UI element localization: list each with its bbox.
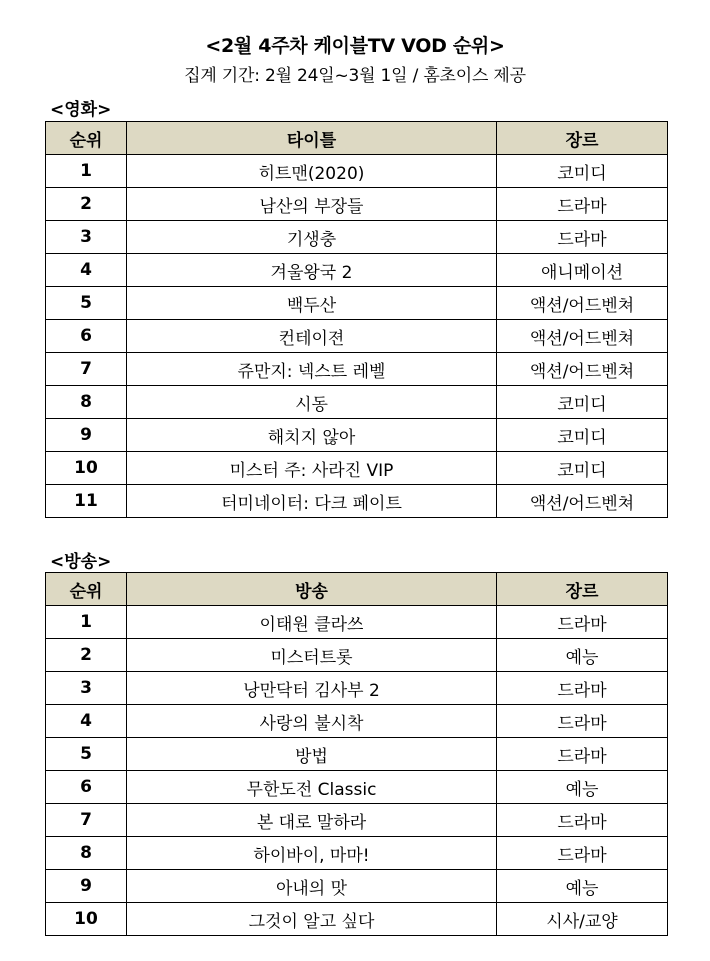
title-cell: 남산의 부장들 [127,188,497,221]
rank-cell: 5 [46,738,127,771]
table-row [46,419,668,452]
genre-cell: 드라마 [497,606,668,639]
genre-cell: 드라마 [497,837,668,870]
movie-section-label: <영화> [50,100,112,120]
title-cell: 하이바이, 마마! [127,837,497,870]
title-cell: 터미네이터: 다크 페이트 [127,485,497,518]
genre-cell: 코미디 [497,155,668,188]
page-title: <2월 4주차 케이블TV VOD 순위> [205,35,505,57]
table-row [46,221,668,254]
rank-cell: 11 [46,485,127,518]
table-row [46,672,668,705]
movie-ranking-table [45,121,668,518]
rank-cell: 3 [46,221,127,254]
table-row [46,705,668,738]
title-cell: 낭만닥터 김사부 2 [127,672,497,705]
rank-cell: 6 [46,320,127,353]
genre-cell: 드라마 [497,738,668,771]
rank-cell: 10 [46,452,127,485]
table-row [46,485,668,518]
table-row [46,771,668,804]
rank-cell: 3 [46,672,127,705]
rank-cell: 8 [46,837,127,870]
title-cell: 미스터 주: 사라진 VIP [127,452,497,485]
genre-cell: 예능 [497,771,668,804]
title-cell: 해치지 않아 [127,419,497,452]
table-row [46,903,668,936]
title-cell: 그것이 알고 싶다 [127,903,497,936]
genre-cell: 코미디 [497,452,668,485]
title-cell: 백두산 [127,287,497,320]
title-cell: 방법 [127,738,497,771]
title-cell: 쥬만지: 넥스트 레벨 [127,353,497,386]
title-cell: 히트맨(2020) [127,155,497,188]
period-subtitle: 집계 기간: 2월 24일~3월 1일 / 홈초이스 제공 [184,66,526,86]
broadcast-table-body [46,606,668,936]
table-row [46,804,668,837]
table-row [46,738,668,771]
rank-cell: 7 [46,804,127,837]
rank-cell: 4 [46,705,127,738]
title-cell: 아내의 맛 [127,870,497,903]
rank-cell: 9 [46,419,127,452]
genre-cell: 코미디 [497,386,668,419]
rank-cell: 1 [46,606,127,639]
rank-cell: 1 [46,155,127,188]
genre-cell: 액션/어드벤쳐 [497,353,668,386]
table-row [46,353,668,386]
rank-column-header: 순위 [46,573,127,606]
title-cell: 기생충 [127,221,497,254]
genre-column-header: 장르 [497,573,668,606]
table-row [46,188,668,221]
genre-cell: 드라마 [497,804,668,837]
program-column-header: 방송 [127,573,497,606]
rank-cell: 10 [46,903,127,936]
table-row [46,870,668,903]
rank-cell: 7 [46,353,127,386]
genre-cell: 액션/어드벤쳐 [497,485,668,518]
title-cell: 시동 [127,386,497,419]
rank-cell: 2 [46,188,127,221]
table-row [46,254,668,287]
title-column-header: 타이틀 [127,122,497,155]
rank-cell: 6 [46,771,127,804]
title-cell: 본 대로 말하라 [127,804,497,837]
table-row [46,606,668,639]
title-cell: 무한도전 Classic [127,771,497,804]
genre-cell: 드라마 [497,672,668,705]
table-row [46,287,668,320]
title-cell: 겨울왕국 2 [127,254,497,287]
title-cell: 컨테이젼 [127,320,497,353]
broadcast-ranking-table [45,572,668,936]
movie-table-body [46,155,668,518]
rank-cell: 9 [46,870,127,903]
genre-cell: 애니메이션 [497,254,668,287]
genre-column-header: 장르 [497,122,668,155]
table-row [46,452,668,485]
table-header-row [46,122,668,155]
table-row [46,837,668,870]
table-row [46,639,668,672]
genre-cell: 드라마 [497,221,668,254]
rank-cell: 4 [46,254,127,287]
title-cell: 미스터트롯 [127,639,497,672]
genre-cell: 드라마 [497,705,668,738]
genre-cell: 액션/어드벤쳐 [497,287,668,320]
genre-cell: 액션/어드벤쳐 [497,320,668,353]
title-cell: 사랑의 불시착 [127,705,497,738]
table-row [46,386,668,419]
title-cell: 이태원 클라쓰 [127,606,497,639]
genre-cell: 시사/교양 [497,903,668,936]
genre-cell: 드라마 [497,188,668,221]
genre-cell: 예능 [497,639,668,672]
rank-cell: 2 [46,639,127,672]
table-header-row [46,573,668,606]
broadcast-section-label: <방송> [50,552,112,572]
table-row [46,155,668,188]
rank-cell: 5 [46,287,127,320]
rank-column-header: 순위 [46,122,127,155]
table-row [46,320,668,353]
rank-cell: 8 [46,386,127,419]
genre-cell: 코미디 [497,419,668,452]
genre-cell: 예능 [497,870,668,903]
